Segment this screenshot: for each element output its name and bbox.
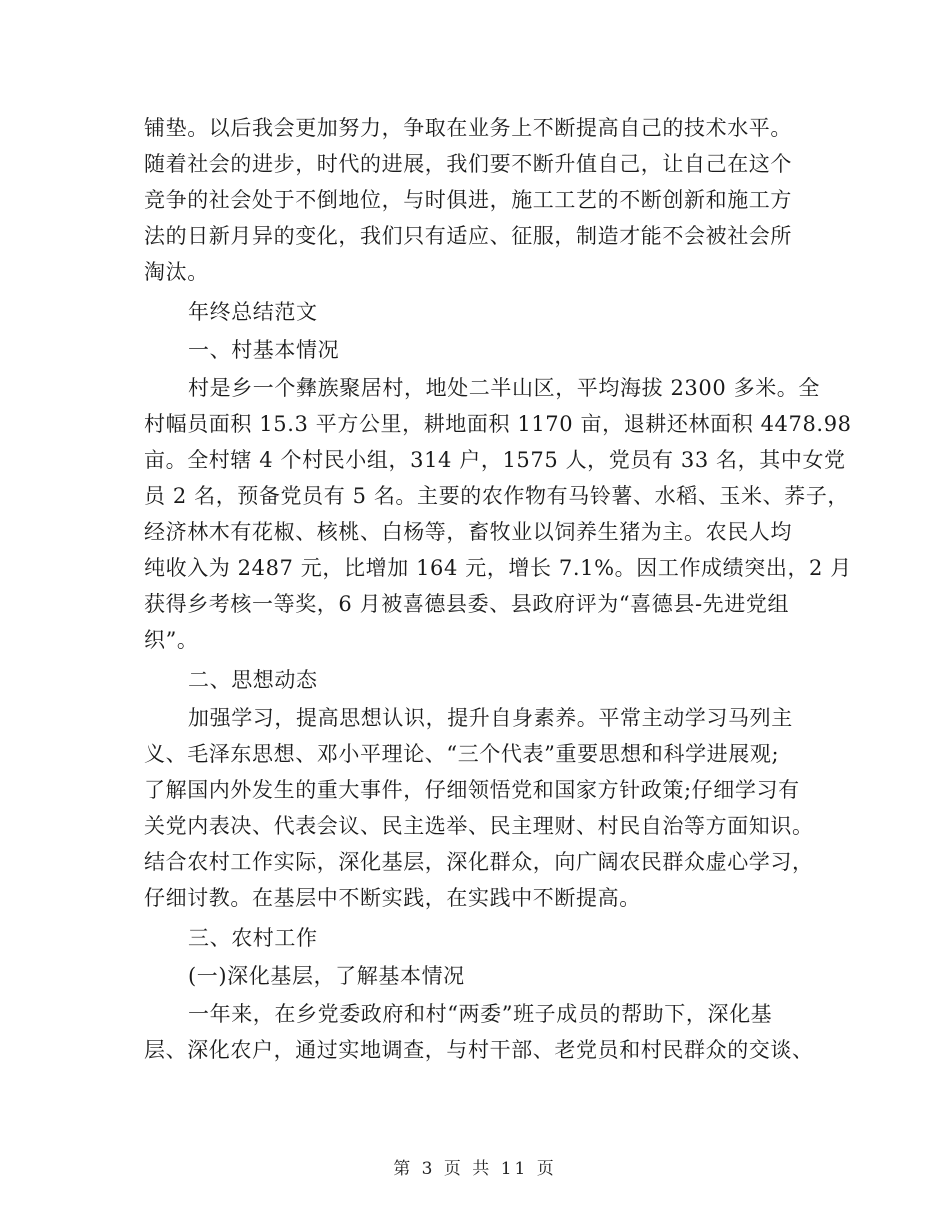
subsection-heading: (一)深化基层，了解基本情况 xyxy=(188,964,465,988)
section-title: 年终总结范文 xyxy=(188,300,318,324)
section-heading: 一、村基本情况 xyxy=(188,338,340,362)
paragraph-line: 了解国内外发生的重大事件，仔细领悟党和国家方针政策;仔细学习有 xyxy=(144,778,800,802)
paragraph-line: 淘汰。 xyxy=(144,260,209,284)
paragraph-line: 仔细讨教。在基层中不断实践，在实践中不断提高。 xyxy=(144,886,641,910)
page-number-footer: 第 3 页 共 11 页 xyxy=(393,1159,557,1179)
paragraph-line: 获得乡考核一等奖，6 月被喜德县委、县政府评为“喜德县-先进党组 xyxy=(144,592,790,616)
paragraph-line: 铺垫。以后我会更加努力，争取在业务上不断提高自己的技术水平。 xyxy=(144,116,792,140)
paragraph-line: 村是乡一个彝族聚居村，地处二半山区，平均海拔 2300 多米。全 xyxy=(188,376,820,400)
paragraph-line: 一年来，在乡党委政府和村“两委”班子成员的帮助下，深化基 xyxy=(188,1002,773,1026)
section-heading: 二、思想动态 xyxy=(188,668,318,692)
paragraph-line: 层、深化农户，通过实地调查，与村干部、老党员和村民群众的交谈、 xyxy=(144,1038,814,1062)
paragraph-line: 义、毛泽东思想、邓小平理论、“三个代表”重要思想和科学进展观; xyxy=(144,742,780,766)
paragraph-line: 加强学习，提高思想认识，提升自身素养。平常主动学习马列主 xyxy=(188,706,793,730)
paragraph-line: 经济林木有花椒、核桃、白杨等，畜牧业以饲养生猪为主。农民人均 xyxy=(144,520,792,544)
paragraph-line: 纯收入为 2487 元，比增加 164 元，增长 7.1%。因工作成绩突出，2 月 xyxy=(144,556,852,580)
paragraph-line: 法的日新月异的变化，我们只有适应、征服，制造才能不会被社会所 xyxy=(144,224,792,248)
paragraph-line: 随着社会的进步，时代的进展，我们要不断升值自己，让自己在这个 xyxy=(144,152,792,176)
paragraph-line: 员 2 名，预备党员有 5 名。主要的农作物有马铃薯、水稻、玉米、荞子， xyxy=(144,484,850,508)
paragraph-line: 关党内表决、代表会议、民主选举、民主理财、村民自治等方面知识。 xyxy=(144,814,814,838)
paragraph-line: 竞争的社会处于不倒地位，与时俱进，施工工艺的不断创新和施工方 xyxy=(144,188,792,212)
section-heading: 三、农村工作 xyxy=(188,926,318,950)
paragraph-line: 村幅员面积 15.3 平方公里，耕地面积 1170 亩，退耕还林面积 4478.98 xyxy=(144,412,852,436)
paragraph-line: 亩。全村辖 4 个村民小组，314 户，1575 人，党员有 33 名，其中女党 xyxy=(144,448,846,472)
paragraph-line: 结合农村工作实际，深化基层，深化群众，向广阔农民群众虚心学习， xyxy=(144,850,814,874)
paragraph-line: 织”。 xyxy=(144,628,199,652)
